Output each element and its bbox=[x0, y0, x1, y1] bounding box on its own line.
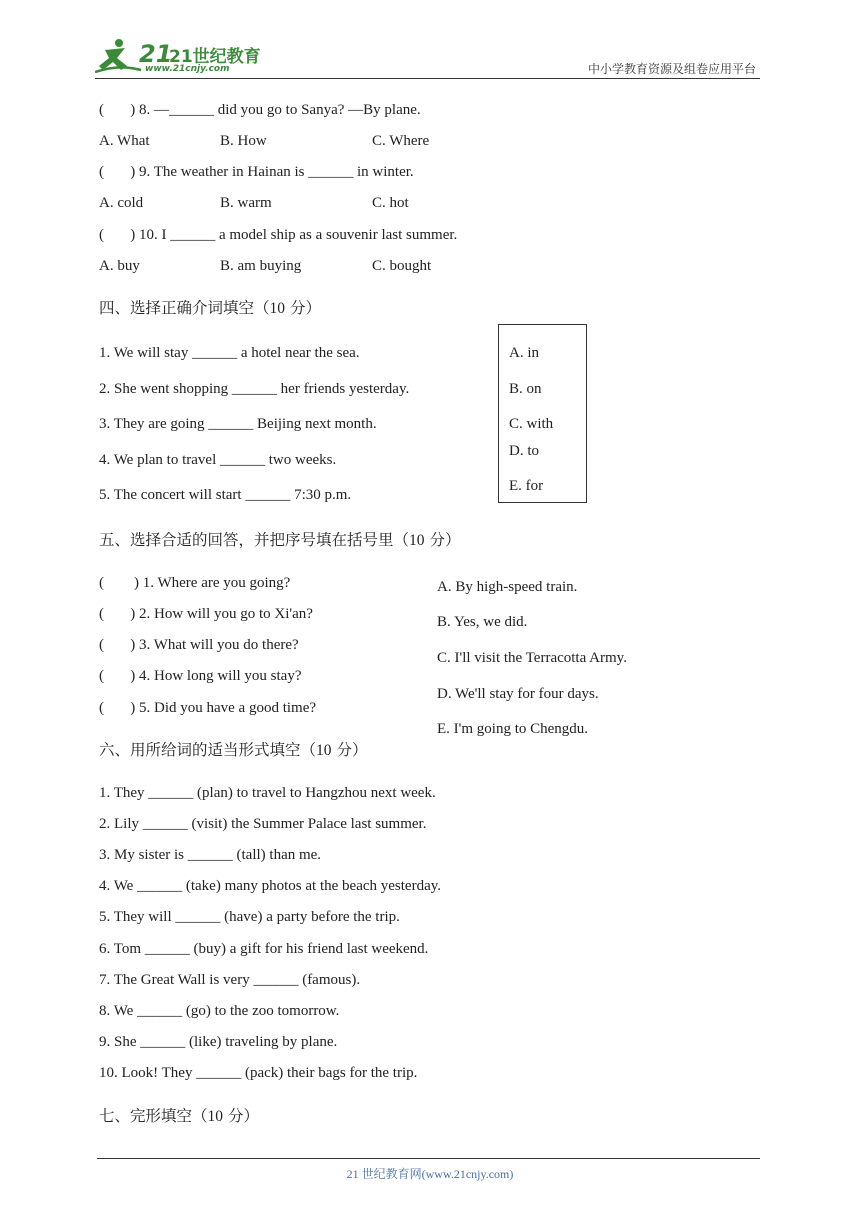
svg-text:21: 21 bbox=[139, 40, 173, 68]
s5-question-4: ( ) 4. How long will you stay? bbox=[99, 668, 302, 684]
s5-answer-c: C. I'll visit the Terracotta Army. bbox=[437, 650, 627, 666]
s5-answer-e: E. I'm going to Chengdu. bbox=[437, 721, 589, 737]
s6-item-7: 7. The Great Wall is very ______ (famous). bbox=[99, 972, 361, 988]
s5-answer-b: B. Yes, we did. bbox=[437, 614, 528, 630]
footer-link[interactable]: 21 世纪教育网(www.21cnjy.com) bbox=[346, 1167, 514, 1181]
s5-question-3: ( ) 3. What will you do there? bbox=[99, 637, 299, 653]
footer-divider bbox=[97, 1158, 760, 1159]
q8-option-a: A. What bbox=[99, 133, 150, 149]
s4-item-5: 5. The concert will start ______ 7:30 p.m. bbox=[99, 487, 352, 503]
q9-option-a: A. cold bbox=[99, 195, 144, 211]
s6-item-5: 5. They will ______ (have) a party before the trip. bbox=[99, 909, 400, 925]
q10-option-c: C. bought bbox=[372, 258, 432, 274]
s5-answer-d: D. We'll stay for four days. bbox=[437, 686, 599, 702]
q10-option-a: A. buy bbox=[99, 258, 140, 274]
section-4-title: 四、选择正确介词填空（10 分） bbox=[99, 299, 321, 317]
s4-option-c: C. with bbox=[509, 416, 554, 432]
q9-option-b: B. warm bbox=[220, 195, 272, 211]
q8-option-c: C. Where bbox=[372, 133, 430, 149]
s5-question-1: ( ) 1. Where are you going? bbox=[99, 575, 291, 591]
s6-item-3: 3. My sister is ______ (tall) than me. bbox=[99, 847, 322, 863]
section-7-title: 七、完形填空（10 分） bbox=[99, 1107, 259, 1125]
s4-option-e: E. for bbox=[509, 478, 544, 494]
logo-text: 21世纪教育 bbox=[169, 47, 261, 67]
s4-option-b: B. on bbox=[509, 381, 542, 397]
logo-url: www.21cnjy.com bbox=[145, 64, 230, 74]
s4-option-a: A. in bbox=[509, 345, 539, 361]
s4-item-1: 1. We will stay ______ a hotel near the sea. bbox=[99, 345, 360, 361]
q10-option-b: B. am buying bbox=[220, 258, 302, 274]
s5-answer-a: A. By high-speed train. bbox=[437, 579, 578, 595]
platform-name: 中小学教育资源及组卷应用平台 bbox=[587, 62, 756, 76]
s4-item-2: 2. She went shopping ______ her friends yesterday. bbox=[99, 381, 410, 397]
s5-question-5: ( ) 5. Did you have a good time? bbox=[99, 700, 317, 716]
question-8: ( ) 8. —______ did you go to Sanya? —By plane. bbox=[99, 102, 421, 118]
header-divider bbox=[95, 78, 760, 79]
s4-item-4: 4. We plan to travel ______ two weeks. bbox=[99, 452, 337, 468]
section-5-title: 五、选择合适的回答，并把序号填在括号里（10 分） bbox=[99, 531, 461, 549]
section-6-title: 六、用所给词的适当形式填空（10 分） bbox=[99, 741, 368, 759]
s5-question-2: ( ) 2. How will you go to Xi'an? bbox=[99, 606, 313, 622]
s6-item-4: 4. We ______ (take) many photos at the beach yesterday. bbox=[99, 878, 442, 894]
s6-item-1: 1. They ______ (plan) to travel to Hangzhou next week. bbox=[99, 785, 436, 801]
question-10: ( ) 10. I ______ a model ship as a souvenir last summer. bbox=[99, 227, 458, 243]
s6-item-8: 8. We ______ (go) to the zoo tomorrow. bbox=[99, 1003, 340, 1019]
logo bbox=[95, 36, 260, 78]
s6-item-2: 2. Lily ______ (visit) the Summer Palace last summer. bbox=[99, 816, 427, 832]
s6-item-10: 10. Look! They ______ (pack) their bags for the trip. bbox=[99, 1065, 418, 1081]
question-9: ( ) 9. The weather in Hainan is ______ in winter. bbox=[99, 164, 414, 180]
s4-item-3: 3. They are going ______ Beijing next month. bbox=[99, 416, 377, 432]
q9-option-c: C. hot bbox=[372, 195, 409, 211]
s6-item-9: 9. She ______ (like) traveling by plane. bbox=[99, 1034, 338, 1050]
s6-item-6: 6. Tom ______ (buy) a gift for his friend last weekend. bbox=[99, 941, 429, 957]
q8-option-b: B. How bbox=[220, 133, 267, 149]
s4-option-d: D. to bbox=[509, 443, 539, 459]
